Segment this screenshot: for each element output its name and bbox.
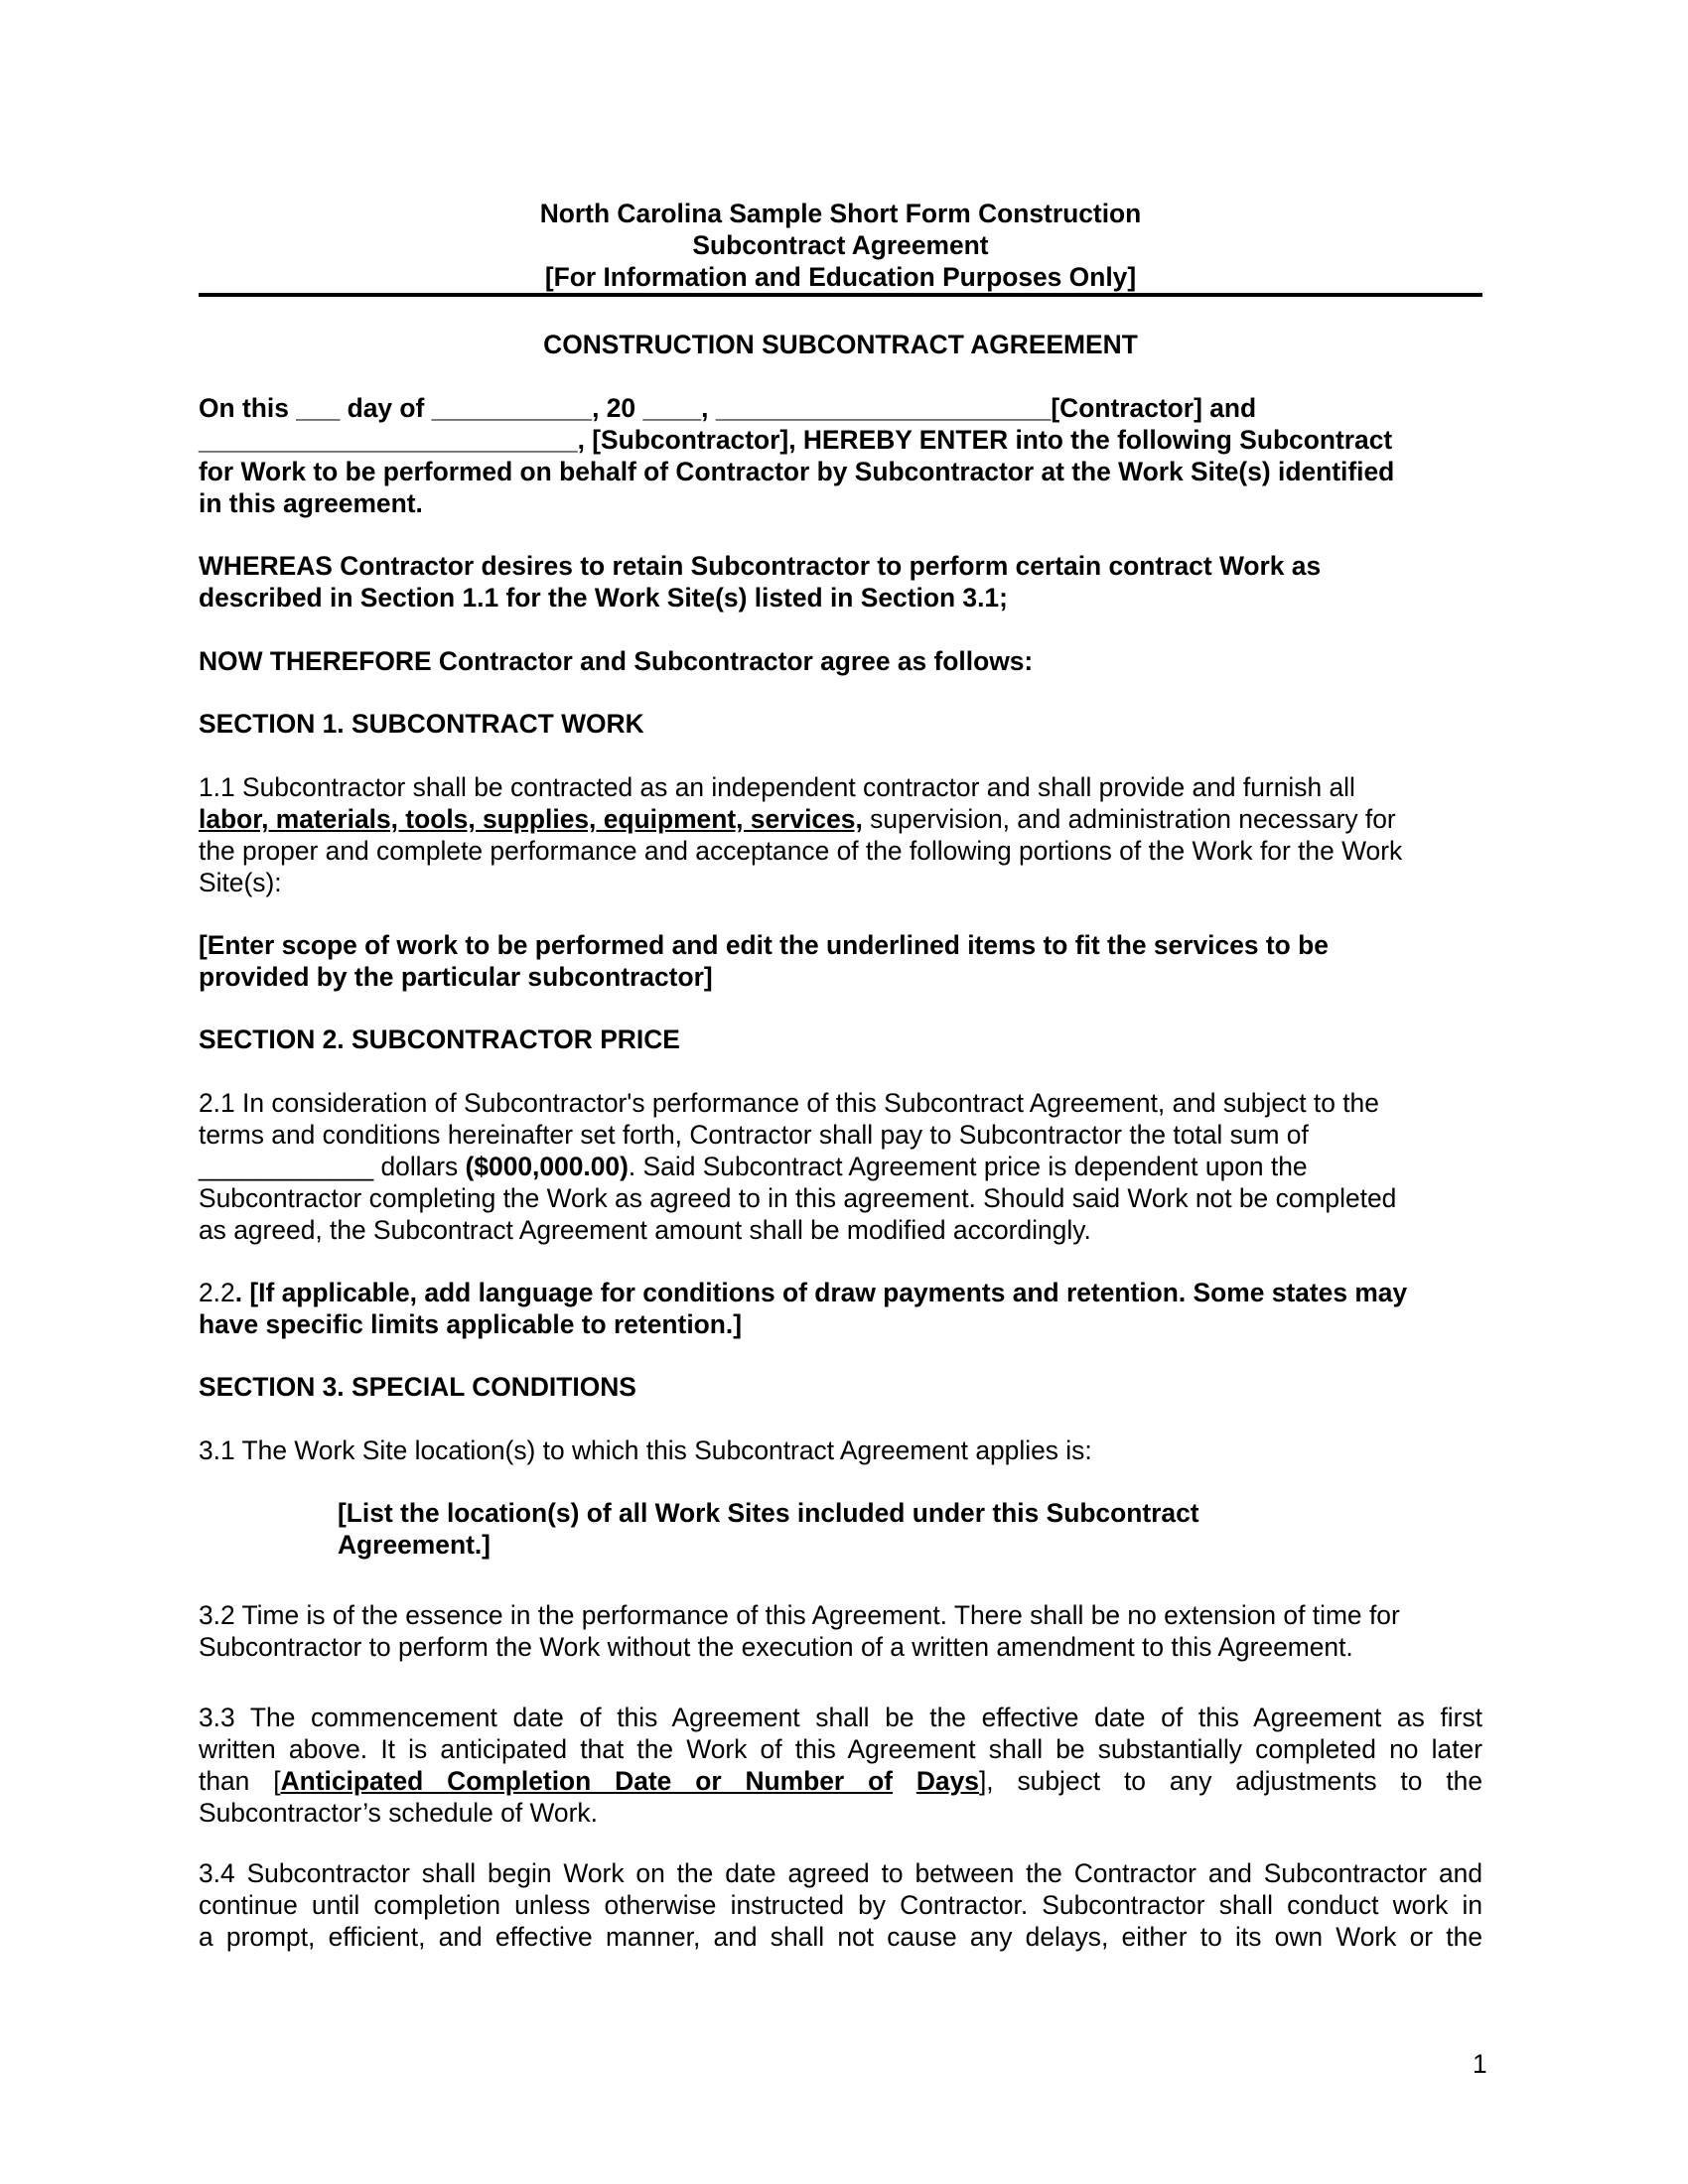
scope-line-1: [Enter scope of work to be performed and edit the underlined items to fit the services to be bbox=[199, 930, 1329, 960]
section-2-2-line-1 bbox=[199, 1277, 1482, 1308]
section-3-2-paragraph bbox=[199, 1599, 1482, 1663]
section-2-2-number: 2.2 bbox=[199, 1278, 235, 1307]
section-3-4-line-1: 3.4 Subcontractor shall begin Work on the date agreed to between the Contractor and Subcontractor and bbox=[199, 1858, 1482, 1888]
scope-line-2: provided by the particular subcontractor] bbox=[199, 962, 713, 992]
section-1-heading: SECTION 1. SUBCONTRACT WORK bbox=[199, 709, 644, 739]
section-2-heading: SECTION 2. SUBCONTRACTOR PRICE bbox=[199, 1024, 680, 1054]
section-2-1-line-3 bbox=[199, 1151, 1482, 1182]
header-line-3: [For Information and Education Purposes Only] bbox=[544, 262, 1137, 292]
section-3-heading: SECTION 3. SPECIAL CONDITIONS bbox=[199, 1372, 636, 1402]
section-3-3-line-4: Subcontractor’s schedule of Work. bbox=[199, 1798, 598, 1828]
section-1-1-paragraph bbox=[199, 771, 1482, 898]
section-3-3-line-1: 3.3 The commencement date of this Agreement shall be the effective date of this Agreement as first bbox=[199, 1703, 1482, 1732]
price-blank: ____________ dollars bbox=[199, 1152, 466, 1181]
section-3-4-line-2: continue until completion unless otherwise instructed by Contractor. Subcontractor shall conduct work in bbox=[199, 1890, 1482, 1920]
section-2-1-paragraph bbox=[199, 1087, 1482, 1246]
section-3-2-line-1: 3.2 Time is of the essence in the performance of this Agreement. There shall be no extension of time for bbox=[199, 1600, 1400, 1630]
document-header bbox=[199, 198, 1482, 293]
intro-paragraph bbox=[199, 392, 1482, 519]
section-2-2-line-2: have specific limits applicable to retention.] bbox=[199, 1309, 743, 1339]
retention-instruction: . [If applicable, add language for conditions of draw payments and retention. Some states may bbox=[234, 1278, 1408, 1307]
section-2-1-line-1: 2.1 In consideration of Subcontractor's performance of this Subcontract Agreement, and subject to the bbox=[199, 1088, 1379, 1118]
intro-line-4: in this agreement. bbox=[199, 488, 423, 518]
intro-line-2: __________________________, [Subcontractor], HEREBY ENTER into the following Subcontract bbox=[199, 425, 1393, 455]
list-line-1: [List the location(s) of all Work Sites included under this Subcontract bbox=[338, 1498, 1199, 1528]
section-1-1-line-2 bbox=[199, 803, 1482, 835]
header-rule bbox=[199, 293, 1482, 297]
completion-prefix: than [ bbox=[199, 1766, 281, 1796]
header-line-1: North Carolina Sample Short Form Construction bbox=[539, 199, 1142, 228]
list-line-2: Agreement.] bbox=[338, 1530, 491, 1560]
section-2-1-line-2: terms and conditions hereinafter set forth, Contractor shall pay to Subcontractor the total sum of bbox=[199, 1120, 1309, 1150]
section-1-1-line-2-rest: supervision, and administration necessary for bbox=[862, 804, 1396, 834]
section-1-1-line-3: the proper and complete performance and acceptance of the following portions of the Work for the Work bbox=[199, 836, 1403, 866]
intro-line-3: for Work to be performed on behalf of Contractor by Subcontractor at the Work Site(s) identified bbox=[199, 457, 1395, 486]
section-3-1-paragraph: 3.1 The Work Site location(s) to which this Subcontract Agreement applies is: bbox=[199, 1435, 1092, 1465]
price-amount: ($000,000.00) bbox=[465, 1152, 629, 1181]
section-1-1-line-1: 1.1 Subcontractor shall be contracted as an independent contractor and shall provide and furnish all bbox=[199, 772, 1355, 802]
whereas-line-1: WHEREAS Contractor desires to retain Subcontractor to perform certain contract Work as bbox=[199, 551, 1322, 581]
page-number: 1 bbox=[1473, 2049, 1487, 2079]
section-2-1-line-4: Subcontractor completing the Work as agreed to in this agreement. Should said Work not be completed bbox=[199, 1183, 1397, 1213]
section-3-3-line-3 bbox=[199, 1765, 1482, 1797]
section-3-3-paragraph bbox=[199, 1702, 1482, 1829]
underlined-services-list: labor, materials, tools, supplies, equipment, services, bbox=[199, 804, 863, 834]
whereas-line-2: described in Section 1.1 for the Work Site(s) listed in Section 3.1; bbox=[199, 583, 1008, 613]
intro-line-1: On this ___ day of ___________, 20 ____, _______________________[Contractor] and bbox=[199, 393, 1257, 423]
completion-days-field: Days bbox=[915, 1766, 979, 1796]
scope-instruction bbox=[199, 929, 1482, 993]
section-3-2-line-2: Subcontractor to perform the Work without the execution of a written amendment to this Agreement. bbox=[199, 1632, 1353, 1662]
now-therefore-paragraph: NOW THEREFORE Contractor and Subcontractor agree as follows: bbox=[199, 646, 1034, 676]
section-1-1-line-4: Site(s): bbox=[199, 868, 282, 897]
section-2-1-line-5: as agreed, the Subcontract Agreement amount shall be modified accordingly. bbox=[199, 1215, 1091, 1245]
header-line-2: Subcontract Agreement bbox=[692, 230, 989, 260]
whereas-paragraph bbox=[199, 550, 1482, 614]
completion-date-field: Anticipated Completion Date or Number of bbox=[280, 1766, 893, 1796]
document-title: CONSTRUCTION SUBCONTRACT AGREEMENT bbox=[543, 330, 1138, 359]
section-3-3-line-2: written above. It is anticipated that the Work of this Agreement shall be substantially completed no later bbox=[199, 1734, 1482, 1764]
work-site-list-instruction bbox=[338, 1497, 1331, 1561]
section-3-4-line-3: a prompt, efficient, and effective manner, and shall not cause any delays, either to its own Work or the bbox=[199, 1922, 1482, 1952]
price-line-rest: . Said Subcontract Agreement price is dependent upon the bbox=[628, 1152, 1308, 1181]
section-2-2-paragraph bbox=[199, 1277, 1482, 1340]
section-3-4-paragraph bbox=[199, 1857, 1482, 1953]
completion-suffix: ], subject to any adjustments to the bbox=[978, 1766, 1483, 1796]
